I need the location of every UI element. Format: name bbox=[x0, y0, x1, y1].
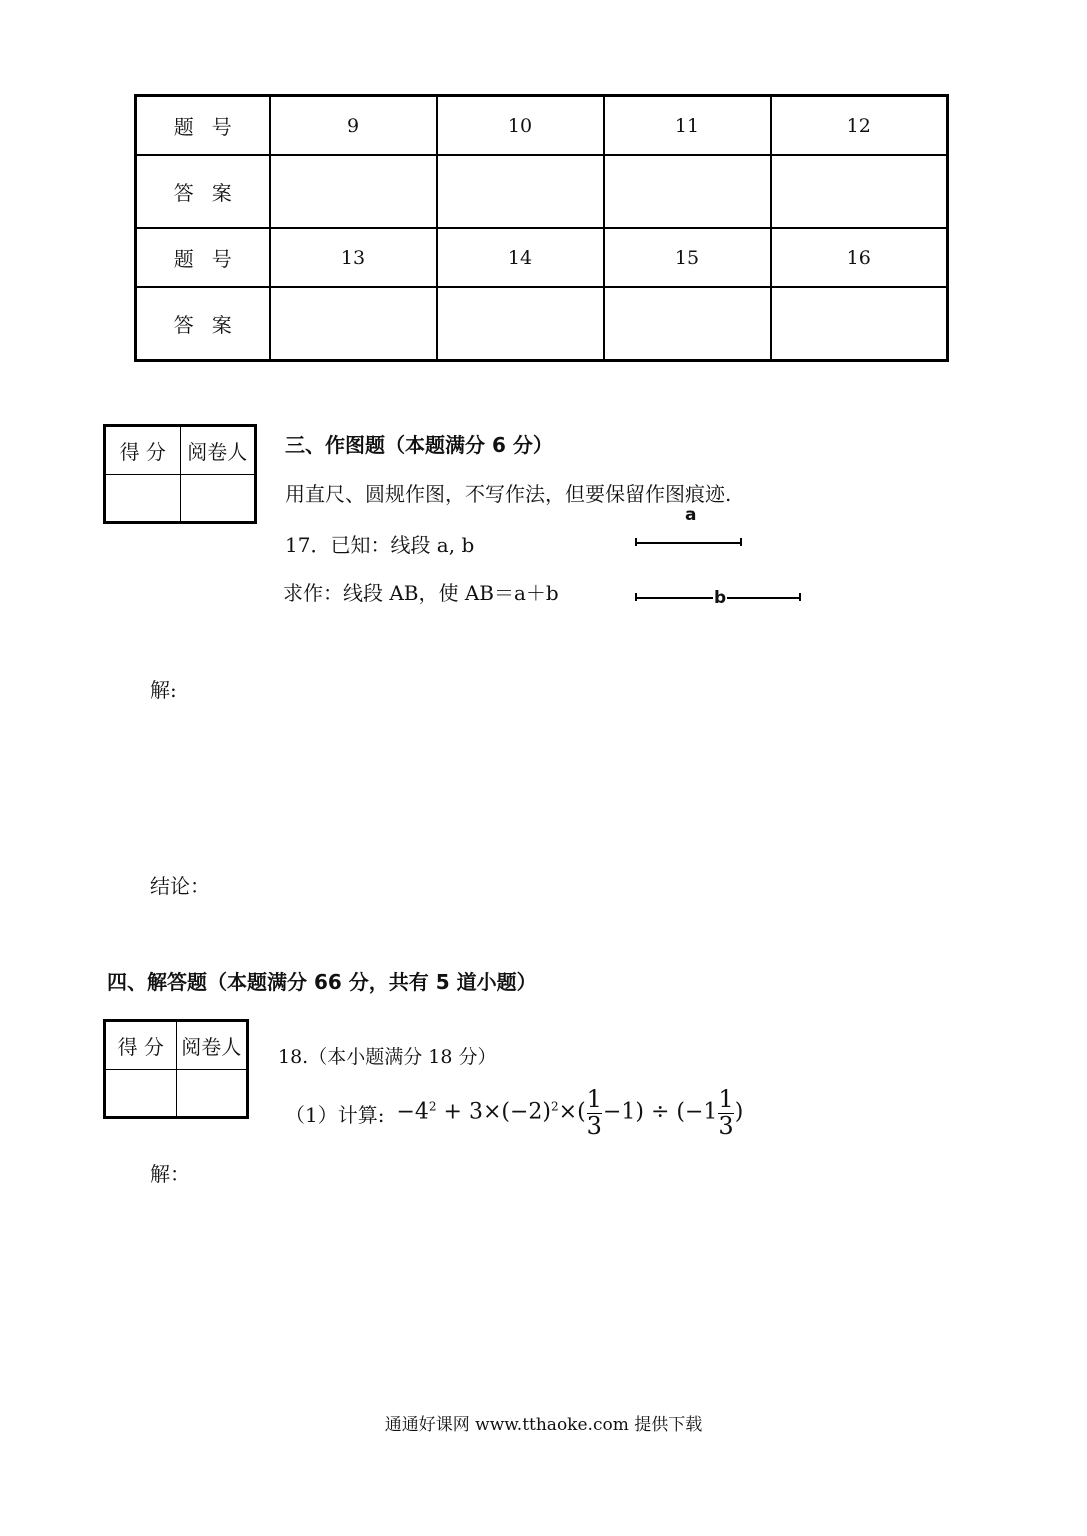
section3-instruction: 用直尺、圆规作图，不写作法，但要保留作图痕迹. bbox=[285, 482, 732, 506]
answer-table bbox=[134, 94, 949, 362]
table-row bbox=[136, 96, 948, 156]
solution-label: 解： bbox=[150, 1162, 190, 1186]
math-expression: $-4^2 + 3\times(-2)^2\times$( $\frac{1}{3}$ −1) ÷ (−1 $\frac{1}{3}$ ) bbox=[396, 1085, 744, 1140]
answer-cell[interactable] bbox=[270, 287, 437, 361]
row-label: 答案 bbox=[136, 287, 270, 361]
segment-b-start-tick bbox=[635, 593, 637, 601]
row-label: 答案 bbox=[136, 155, 270, 228]
segment-a bbox=[635, 542, 741, 544]
segment-b-end-tick bbox=[799, 593, 801, 601]
conclusion-label: 结论： bbox=[150, 874, 210, 898]
q18-title: 18.（本小题满分 18 分） bbox=[278, 1046, 497, 1068]
question-number-cell: 15 bbox=[604, 228, 771, 287]
segment-b-label: b bbox=[714, 588, 727, 608]
q18-part1-prefix: （1）计算: bbox=[285, 1102, 385, 1127]
segment-a-end-tick bbox=[740, 538, 742, 546]
q17-task: 求作：线段 AB，使 AB＝a＋b bbox=[283, 581, 559, 605]
table-row bbox=[136, 155, 948, 228]
table-row bbox=[136, 228, 948, 287]
fraction-one-third: $\frac{1}{3}$ bbox=[718, 1085, 734, 1140]
answer-cell[interactable] bbox=[604, 155, 771, 228]
score-label: 得 分 bbox=[105, 1021, 177, 1070]
row-label: 题号 bbox=[136, 228, 270, 287]
grader-label: 阅卷人 bbox=[176, 1021, 248, 1070]
question-number-cell: 14 bbox=[437, 228, 604, 287]
score-label: 得 分 bbox=[105, 426, 181, 475]
segment-a-label: a bbox=[685, 505, 697, 525]
answer-cell[interactable] bbox=[771, 287, 948, 361]
answer-cell[interactable] bbox=[437, 287, 604, 361]
solution-label: 解: bbox=[150, 678, 177, 702]
grader-field[interactable] bbox=[176, 1070, 248, 1118]
section3-title: 三、作图题（本题满分 6 分） bbox=[285, 433, 553, 457]
q17-given: 17．已知：线段 a, b bbox=[285, 533, 475, 557]
question-number-cell: 10 bbox=[437, 96, 604, 156]
footer-text: 通通好课网 www.tthaoke.com 提供下载 bbox=[384, 1415, 703, 1435]
question-number-cell: 16 bbox=[771, 228, 948, 287]
q18-part1 bbox=[285, 1085, 744, 1140]
answer-cell[interactable] bbox=[437, 155, 604, 228]
question-number-cell: 12 bbox=[771, 96, 948, 156]
question-number-cell: 13 bbox=[270, 228, 437, 287]
score-field[interactable] bbox=[105, 1070, 177, 1118]
score-box bbox=[103, 1019, 249, 1119]
grader-label: 阅卷人 bbox=[180, 426, 256, 475]
question-number-cell: 9 bbox=[270, 96, 437, 156]
grader-field[interactable] bbox=[180, 475, 256, 523]
section4-title: 四、解答题（本题满分 66 分，共有 5 道小题） bbox=[107, 970, 537, 994]
question-number-cell: 11 bbox=[604, 96, 771, 156]
row-label: 题号 bbox=[136, 96, 270, 156]
table-row bbox=[136, 287, 948, 361]
answer-cell[interactable] bbox=[771, 155, 948, 228]
score-box bbox=[103, 424, 257, 524]
segment-a-start-tick bbox=[635, 538, 637, 546]
fraction-one-third: $\frac{1}{3}$ bbox=[586, 1085, 602, 1140]
answer-cell[interactable] bbox=[604, 287, 771, 361]
answer-cell[interactable] bbox=[270, 155, 437, 228]
score-field[interactable] bbox=[105, 475, 181, 523]
